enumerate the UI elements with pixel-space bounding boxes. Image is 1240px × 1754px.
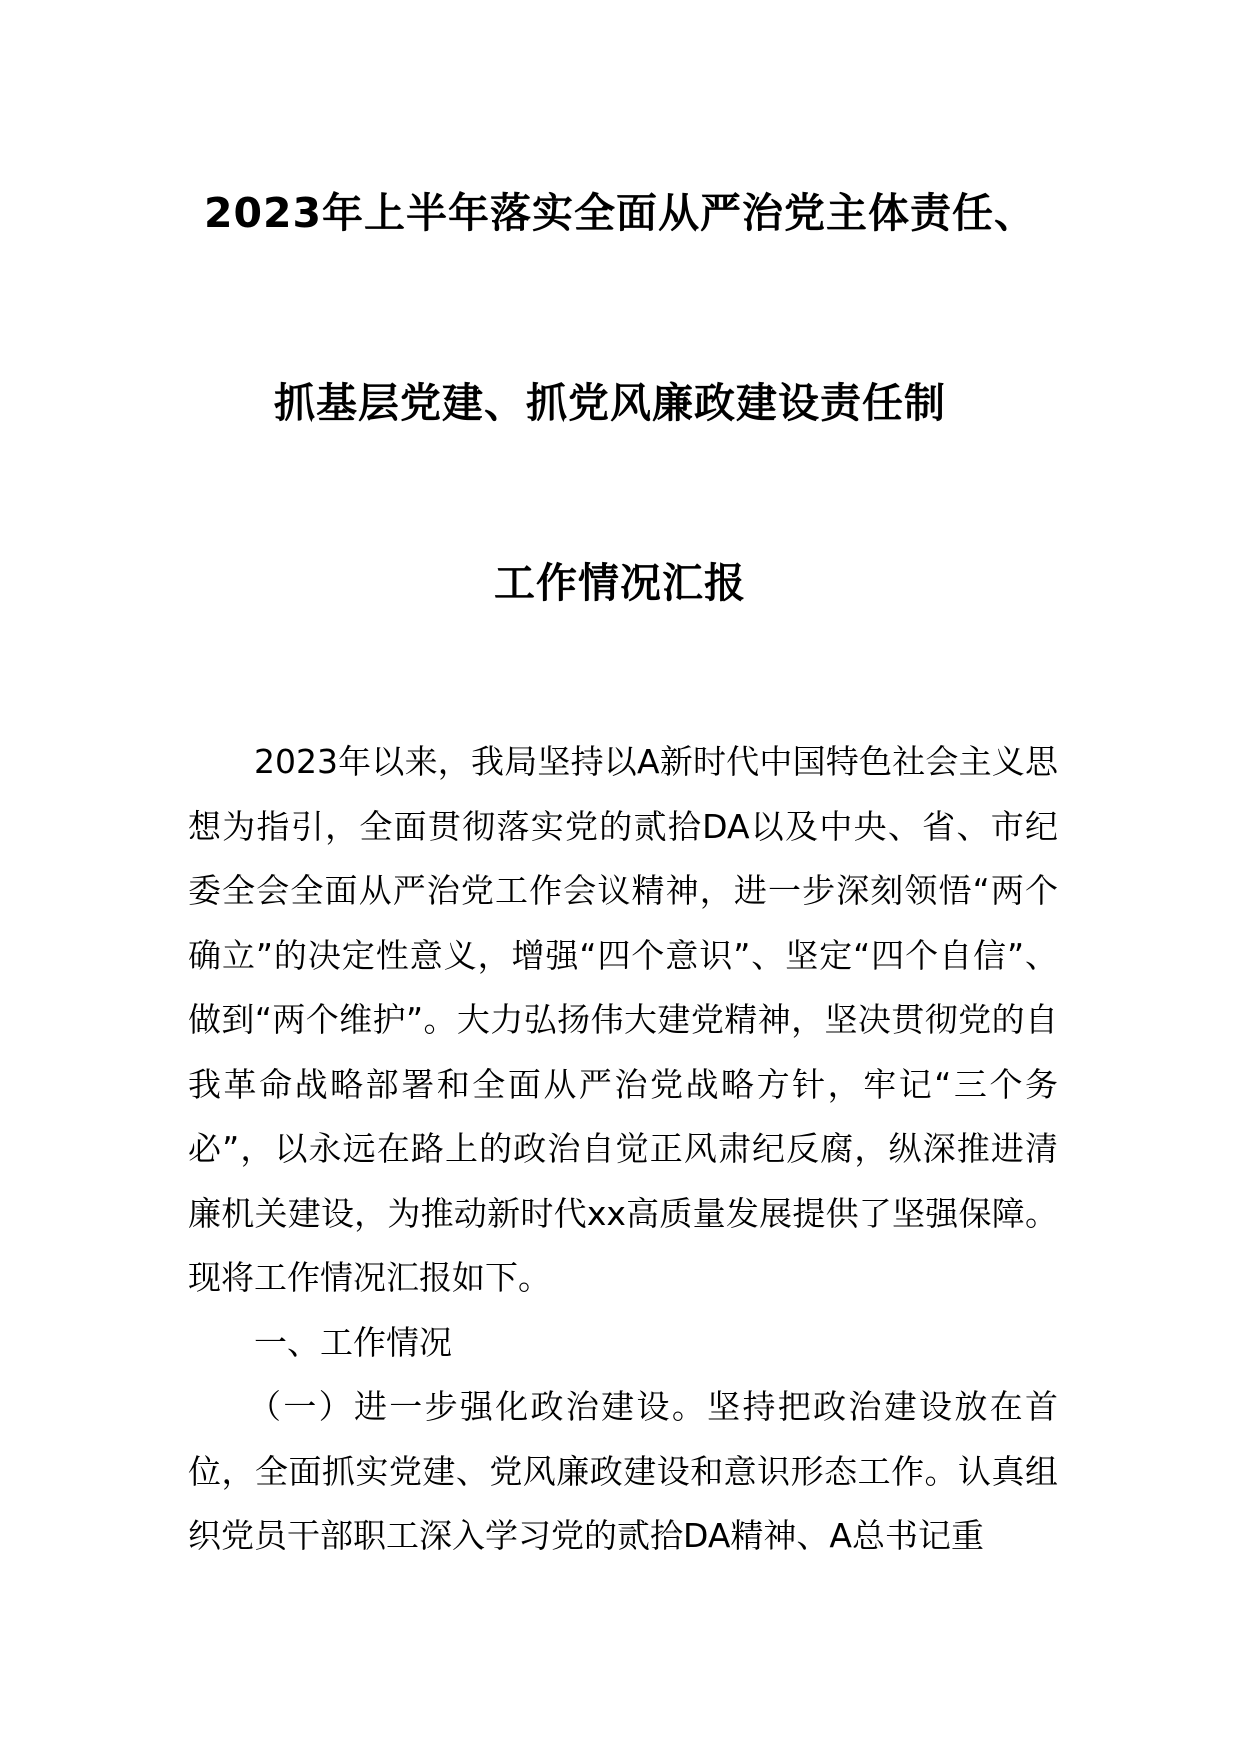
intro-paragraph: 2023年以来，我局坚持以A新时代中国特色社会主义思想为指引，全面贯彻落实党的贰拾DA以及中央、省、市纪委全会全面从严治党工作会议精神，进一步深刻领悟“两个确立”的决定性意义，增强“四个意识”、坚定“四个自信”、做到“两个维护”。大力弘扬伟大建党精神，坚决贯彻党的自我革命战略部署和全面从严治党战略方针，牢记“三个务必”，以永远在路上的政治自觉正风肃纪反腐，纵深推进清廉机关建设，为推动新时代xx高质量发展提供了坚强保障。现将工作情况汇报如下。 — [188, 742, 1058, 1297]
title-line-3: 工作情况汇报 — [494, 559, 746, 607]
document-body — [188, 730, 1058, 1569]
section-heading: 一、工作情况 — [254, 1322, 452, 1362]
title-line-1: 2023年上半年落实全面从严治党主体责任、 — [203, 189, 1037, 237]
title-line-2: 抓基层党建、抓党风廉政建设责任制 — [274, 379, 946, 427]
section-paragraph: （一）进一步强化政治建设。坚持把政治建设放在首位，全面抓实党建、党风廉政建设和意识形态工作。认真组织党员干部职工深入学习党的贰拾DA精神、A总书记重 — [188, 1387, 1058, 1555]
